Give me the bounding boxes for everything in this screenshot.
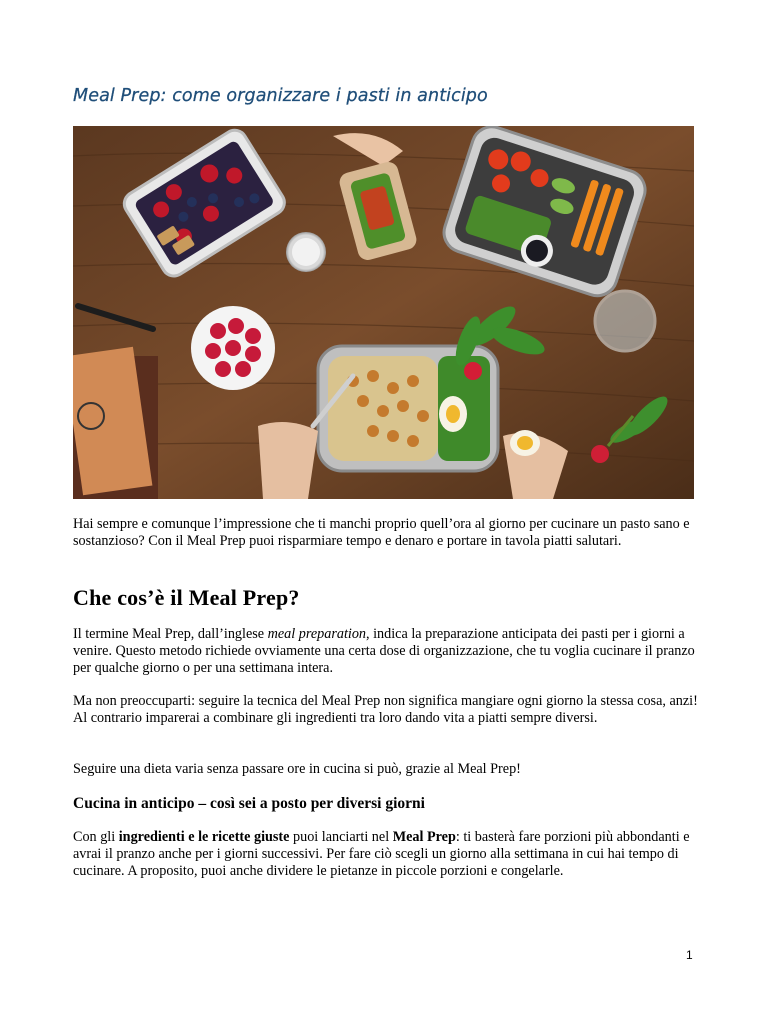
cook-ahead-bold-ingredients: ingredienti e le ricette giuste — [118, 829, 290, 845]
cook-ahead-text-c: puoi lanciarti nel — [289, 829, 393, 845]
page-title: Meal Prep: come organizzare i pasti in anticipo — [73, 86, 488, 106]
definition-term: meal preparation — [267, 626, 367, 642]
cook-ahead-text-e: : ti basterà fare porzioni più abbondanti e avrai il pranzo anche per i giorni successivi. Per fare ciò scegli un giorno alla settimana in cui hai tempo di cucinare. A proposito, puoi anche dividere le pietanze in piccole porzioni e congelarle. — [73, 829, 690, 879]
cook-ahead-bold-mealprep: Meal Prep — [392, 829, 456, 845]
cook-ahead-paragraph — [73, 829, 698, 880]
definition-paragraph — [73, 626, 698, 677]
intro-paragraph: Hai sempre e comunque l’impressione che ti manchi proprio quell’ora al giorno per cucinare un pasto sano e sostanzioso? Con il Meal Prep puoi risparmiare tempo e denaro e portare in tavola piatti salutari. — [73, 516, 690, 549]
varied-diet-paragraph: Seguire una dieta varia senza passare ore in cucina si può, grazie al Meal Prep! — [73, 761, 521, 777]
page-number: 1 — [686, 948, 693, 962]
section-heading-cook-ahead: Cucina in anticipo – così sei a posto per diversi giorni — [73, 795, 425, 812]
section-heading-what-is: Che cos’è il Meal Prep? — [73, 585, 300, 610]
definition-text-end: , indica la preparazione anticipata dei pasti per i giorni a venire. Questo metodo richiede ovviamente una certa dose di organizzazione, che tu voglia cucinare il pranzo per qualche giorno o per una settimana intera. — [73, 626, 695, 676]
definition-text-start: Il termine Meal Prep, dall’inglese — [73, 626, 268, 642]
cook-ahead-text-a: Con gli — [73, 829, 119, 845]
reassurance-paragraph: Ma non preoccuparti: seguire la tecnica del Meal Prep non significa mangiare ogni giorno la stessa cosa, anzi! Al contrario imparerai a combinare gli ingredienti tra loro dando vita a piatti sempre diversi. — [73, 693, 698, 726]
meal-prep-photo — [73, 126, 694, 499]
